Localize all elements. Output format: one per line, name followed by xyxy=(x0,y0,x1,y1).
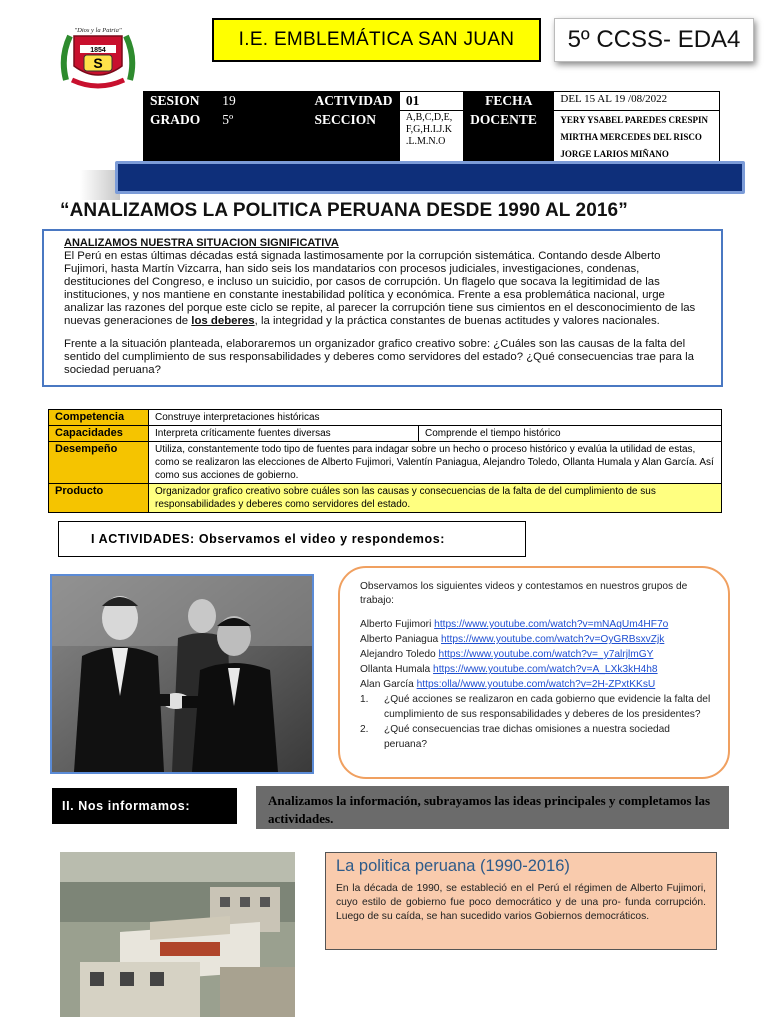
actividad-value: 01 xyxy=(399,92,463,111)
video-link-row xyxy=(360,662,714,677)
situation-paragraph-2: Frente a la situación planteada, elaboraremos un organizador grafico creativo sobre: ¿Cuáles son las causas de la falta del sentido del cumplimiento de sus responsabilidades y deberes como servidores del estado? ¿Qué consecuencias trae para la sociedad peruana? xyxy=(64,338,695,376)
producto-label: Producto xyxy=(49,484,149,513)
nos-informamos-instruction: Analizamos la información, subrayamos las ideas principales y completamos las actividades. xyxy=(256,786,729,829)
president-name: Alejandro Toledo xyxy=(360,649,439,660)
question-item xyxy=(360,692,714,722)
seccion-label: SECCION xyxy=(308,111,399,165)
school-logo xyxy=(58,22,138,92)
video-link[interactable]: https://www.youtube.com/watch?v=_y7alrjlmGY xyxy=(438,649,654,660)
capacidad-1: Interpreta críticamente fuentes diversas xyxy=(149,426,419,442)
competencia-value: Construye interpretaciones históricas xyxy=(149,410,722,426)
politica-text: En la década de 1990, se estableció en el Perú el régimen de Alberto Fujimori, cuyo estilo de gobierno fue poco democrático y de una pro- funda corrupción. Luego de su caída, se han sucedido varios Gobiernos democráticos. xyxy=(336,883,706,922)
producto-value: Organizador grafico creativo sobre cuáles son las causas y consecuencias de la falta de del cumplimiento de sus responsabilidades y deberes como servidores del estado. xyxy=(149,484,722,513)
docente-list xyxy=(554,111,720,165)
question-item xyxy=(360,722,714,752)
videos-box xyxy=(338,566,730,779)
situation-paragraph-1 xyxy=(64,250,701,328)
activities-heading: I ACTIVIDADES: Observamos el video y respondemos: xyxy=(58,521,526,557)
video-link-row xyxy=(360,632,714,647)
para1-end: , la integridad y la práctica constantes de buenas actitudes y valores nacionales. xyxy=(254,315,660,327)
video-link[interactable]: https://www.youtube.com/watch?v=OyGRBsxvZjk xyxy=(441,634,665,645)
actividad-label: ACTIVIDAD xyxy=(308,92,399,111)
logo-motto: "Dios y la Patria" xyxy=(74,27,122,34)
blue-banner xyxy=(115,161,745,194)
desempeno-label: Desempeño xyxy=(49,442,149,484)
sesion-value: 19 xyxy=(216,92,308,111)
fecha-label: FECHA xyxy=(464,92,554,111)
grado-value: 5º xyxy=(216,111,308,165)
school-name: I.E. EMBLEMÁTICA SAN JUAN xyxy=(212,18,541,62)
situation-title: ANALIZAMOS NUESTRA SITUACION SIGNIFICATIVA xyxy=(64,237,339,249)
fecha-value: DEL 15 AL 19 /08/2022 xyxy=(554,92,720,111)
video-link-row xyxy=(360,647,714,662)
nos-informamos-heading: II. Nos informamos: xyxy=(52,788,237,824)
politica-title: La politica peruana (1990-2016) xyxy=(336,857,570,875)
docente-label: DOCENTE xyxy=(464,111,554,165)
building-photo xyxy=(60,852,295,1017)
docente-name: JORGE LARIOS MIÑANO xyxy=(560,149,669,159)
questions-list xyxy=(360,692,714,752)
video-link[interactable]: https:olla//www.youtube.com/watch?v=2H-ZPxtKKsU xyxy=(416,679,656,690)
para1-start: El Perú en estas últimas décadas está signada lastimosamente por la corrupción sistemática. Contando desde Alberto Fujimori, hasta Martín Vizcarra, han sido seis los mandatarios con procesos judiciales, investigaciones, condenas, destituciones del Congreso, e incluso un suicidio, por casos de corrupción. Un flagelo que socava la legitimidad de las instituciones, y nos mantiene en constante inestabilidad política y económica. Frente a esa problemática nacional, urge analizar las razones del porque este ciclo se repite, al parecer la corrupción tiene sus cimientos en el desconocimiento de las nuevas generaciones de xyxy=(64,250,696,327)
logo-letter: S xyxy=(93,55,103,71)
president-name: Alberto Fujimori xyxy=(360,619,435,630)
competency-table xyxy=(48,409,722,513)
docente-name: YERY YSABEL PAREDES CRESPIN xyxy=(560,115,709,125)
grado-label: GRADO xyxy=(144,111,216,165)
president-name: Alberto Paniagua xyxy=(360,634,441,645)
desempeno-value: Utiliza, constantemente todo tipo de fuentes para indagar sobre un hecho o proceso histórico y evalúa la utilidad de estas, como se realizaron las elecciones de Alberto Fujimori, Valentín Paniagua, Alejandro Toledo, Ollanta Humala y Alan García. Así como sus acciones de gobierno. xyxy=(149,442,722,484)
question-text: ¿Qué acciones se realizaron en cada gobierno que evidencie la falta del cumplimiento de sus responsabilidades y deberes de los presidentes? xyxy=(384,694,711,720)
course-title: 5º CCSS- EDA4 xyxy=(554,18,754,62)
situation-box xyxy=(42,229,723,387)
main-title: “ANALIZAMOS LA POLITICA PERUANA DESDE 1990 AL 2016” xyxy=(60,200,628,221)
docente-name: MIRTHA MERCEDES DEL RISCO xyxy=(560,132,702,142)
question-number: 2. xyxy=(360,724,369,735)
sesion-label: SESION xyxy=(144,92,216,111)
video-link-row xyxy=(360,617,714,632)
video-link[interactable]: https://www.youtube.com/watch?v=A_LXk3kH4h8 xyxy=(433,664,658,675)
banner-shadow xyxy=(80,170,120,200)
videos-intro: Observamos los siguientes videos y contestamos en nuestros grupos de trabajo: xyxy=(360,581,688,606)
question-number: 1. xyxy=(360,694,369,705)
video-link[interactable]: https://www.youtube.com/watch?v=mNAqUm4HF7o xyxy=(434,619,669,630)
handshake-photo xyxy=(50,574,314,774)
president-name: Alan García xyxy=(360,679,417,690)
capacidades-label: Capacidades xyxy=(49,426,149,442)
president-name: Ollanta Humala xyxy=(360,664,434,675)
seccion-value: A,B,C,D,E, F,G,H.I.J.K .L.M.N.O xyxy=(399,111,463,165)
question-text: ¿Qué consecuencias trae dichas omisiones a nuestra sociedad peruana? xyxy=(384,724,670,750)
session-info-table xyxy=(143,91,720,165)
capacidad-2: Comprende el tiempo histórico xyxy=(419,426,722,442)
politica-info-box xyxy=(325,852,717,950)
competencia-label: Competencia xyxy=(49,410,149,426)
para1-bold: los deberes xyxy=(191,315,255,327)
video-link-row xyxy=(360,677,714,692)
logo-year: 1854 xyxy=(90,47,106,54)
